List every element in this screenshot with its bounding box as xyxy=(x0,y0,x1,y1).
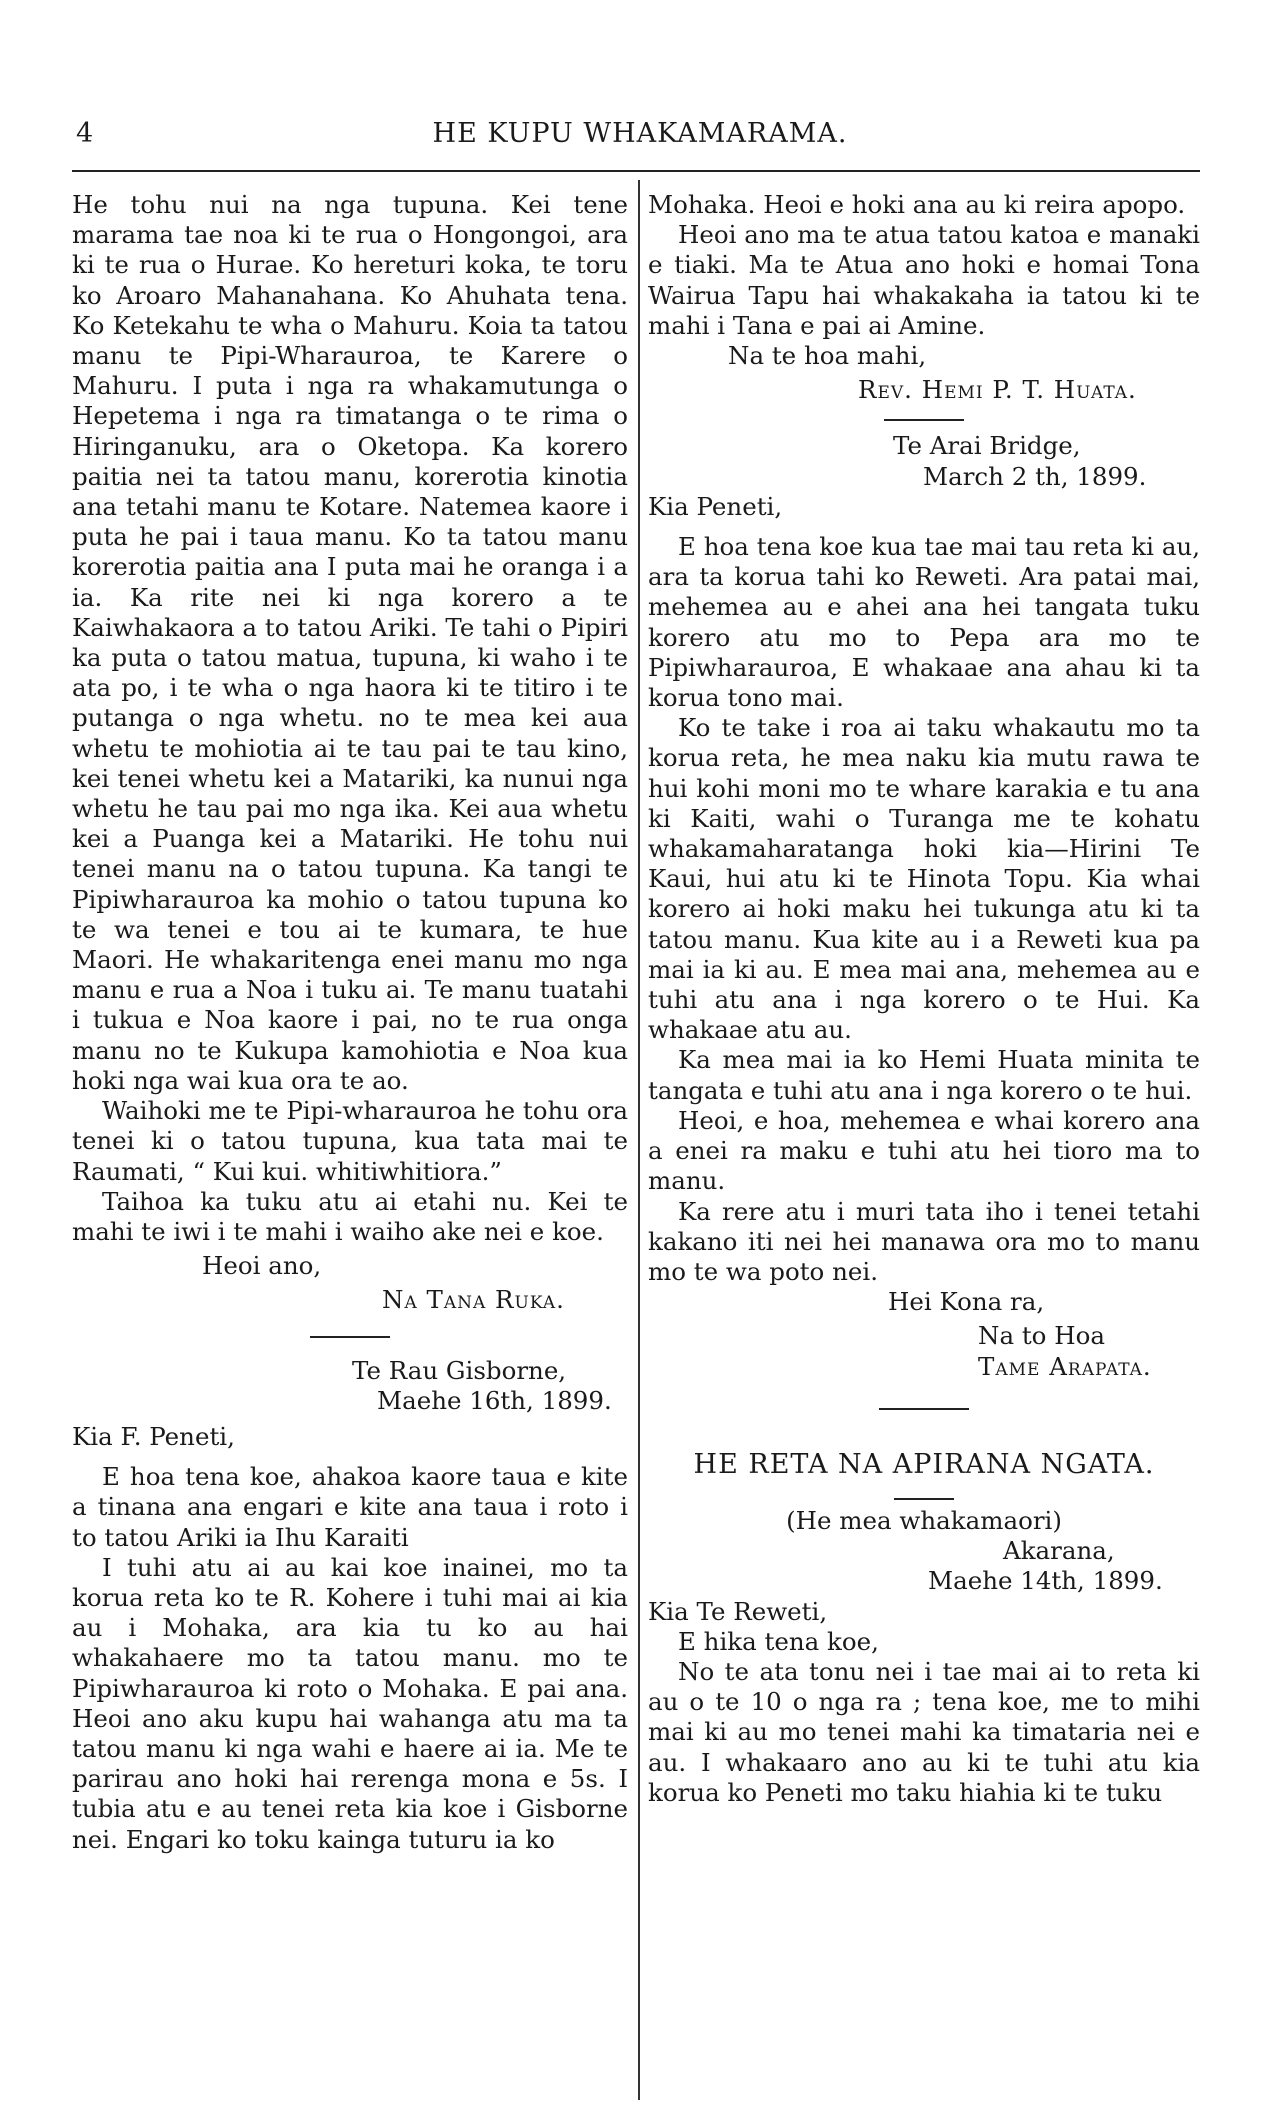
paragraph: Heoi, e hoa, mehemea e whai korero ana a enei ra maku e tuhi atu hei tioro ma to manu. xyxy=(648,1105,1200,1196)
heading-rule xyxy=(894,1498,954,1500)
paragraph: E hoa tena koe, ahakoa kaore taua e kite a tinana ana engari e kite ana taua i roto i to tatou Ariki ia Ihu Karaiti xyxy=(72,1462,628,1552)
letter-date: Maehe 14th, 1899. xyxy=(928,1566,1163,1596)
letter-signature-line: Na to Hoa xyxy=(978,1321,1105,1351)
letter-place: Te Rau Gisborne, xyxy=(352,1355,567,1385)
paragraph: Mohaka. Heoi e hoki ana au ki reira apopo. xyxy=(648,190,1186,219)
page-header xyxy=(72,118,1208,162)
paragraph: No te ata tonu nei i tae mai ai to reta ki au o te 10 o nga ra ; tena koe, me to mihi mai ki au mo tenei mahi ka timataria nei e au. I whakaaro ano au ki te tuhi atu kia korua ko Peneti mo taku hiahia ki te tuku xyxy=(648,1656,1200,1807)
paragraph: E hoa tena koe kua tae mai tau reta ki au, ara ta korua tahi ko Reweti. Ara patai mai, mehemea au e ahei ana hei tangata tuku korero atu mo to Pepa ara mo te Pipiwharauroa, E whakaae ana ahau ki ta korua tono mai. xyxy=(648,532,1200,713)
column-divider xyxy=(638,180,640,2100)
letter-closing: Na te hoa mahi, xyxy=(728,341,927,371)
paragraph: Waihoki me te Pipi-wharauroa he tohu ora tenei ki o tatou tupuna, kua tata mai te Raumati, “ Kui kui. whitiwhitiora.” xyxy=(72,1096,628,1186)
letter-closing: Heoi ano, xyxy=(202,1251,322,1281)
paragraph: Heoi ano ma te atua tatou katoa e manaki e tiaki. Ma te Atua ano hoki e homai Tona Wairua Tapu hai whakakaha ia tatou ki te mahi i Tana e pai ai Amine. xyxy=(648,220,1200,340)
section-rule xyxy=(879,1408,969,1410)
section-rule xyxy=(310,1336,390,1338)
page-number: 4 xyxy=(76,118,94,149)
letter-greeting: E hika tena koe, xyxy=(678,1626,879,1656)
letter-signature: Tame Arapata. xyxy=(978,1351,1152,1381)
paragraph: I tuhi atu ai au kai koe inainei, mo ta korua reta ko te R. Kohere i tuhi mai ai kia au i Mohaka, ara kia tu ko au hai whakahaere mo ta tatou manu. mo te Pipiwharauroa ki roto o Mohaka. E pai ana. Heoi ano aku kupu hai wahanga atu ma ta tatou manu ki nga wahi e haere ai ia. Me te parirau ano hoki hai rerenga mona e 5s. I tubia atu e au tenei reta kia koe i Gisborne nei. Engari ko toku kainga tuturu ia ko xyxy=(72,1552,628,1854)
letter-salutation: Kia Te Reweti, xyxy=(648,1596,828,1626)
paragraph: Taihoa ka tuku atu ai etahi nu. Kei te mahi te iwi i te mahi i waiho ake nei e koe. xyxy=(72,1186,628,1246)
paragraph: Ka mea mai ia ko Hemi Huata minita te tangata e tuhi atu ana i nga korero o te hui. xyxy=(648,1045,1200,1105)
article-heading: HE RETA NA APIRANA NGATA. xyxy=(693,1448,1155,1480)
letter-salutation: Kia F. Peneti, xyxy=(72,1421,235,1451)
article-subheading: (He mea whakamaori) xyxy=(786,1505,1062,1535)
right-column xyxy=(648,190,1200,1808)
letter-closing: Hei Kona ra, xyxy=(888,1287,1045,1317)
letter-date: March 2 th, 1899. xyxy=(923,461,1147,491)
paragraph: Ka rere atu i muri tata iho i tenei tetahi kakano iti nei hei manawa ora mo to manu mo te wa poto nei. xyxy=(648,1196,1200,1286)
paragraph: Ko te take i roa ai taku whakautu mo ta korua reta, he mea naku kia mutu rawa te hui kohi moni mo te whare karakia e tu ana ki Kaiti, wahi o Turanga me te kohatu whakamaharatanga hoki kia—Hirini Te Kaui, hui atu ki te Hinota Topu. Kia whai korero ai hoki maku hei tukunga atu ki ta tatou manu. Kua kite au i a Reweti kua pa mai ia ki au. E mea mai ana, mehemea au e tuhi atu ana i nga korero o te Hui. Ka whakaae atu au. xyxy=(648,713,1200,1045)
letter-place: Akarana, xyxy=(1003,1536,1115,1566)
letter-salutation: Kia Peneti, xyxy=(648,491,783,521)
section-rule xyxy=(884,419,964,421)
letter-date: Maehe 16th, 1899. xyxy=(377,1385,612,1415)
header-rule xyxy=(72,170,1200,172)
letter-place: Te Arai Bridge, xyxy=(893,431,1081,461)
letter-signature: Na Tana Ruka. xyxy=(382,1285,565,1315)
running-title: HE KUPU WHAKAMARAMA. xyxy=(432,118,848,149)
paragraph: He tohu nui na nga tupuna. Kei tene marama tae noa ki te rua o Hongongoi, ara ki te rua o Hurae. Ko hereturi koka, te toru ko Aroaro Mahanahana. Ko Ahuhata tena. Ko Ketekahu te wha o Mahuru. Koia ta tatou manu te Pipi-Wharauroa, te Karere o Mahuru. I puta i nga ra whakamutunga o Hepetema i nga ra timatanga o te rima o Hiringanuku, ara o Oketopa. Ka korero paitia nei ta tatou manu, korerotia kinotia ana tetahi manu te Kotare. Natemea kaore i puta he pai i taua manu. Ko ta tatou manu korerotia paitia ana I puta mai he oranga i a ia. Ka rite nei ki nga korero a te Kaiwhakaora a to tatou Ariki. Te tahi o Pipiri ka puta o tatou matua, tupuna, ki waho i te ata po, i te wha o nga haora ki te titiro i te putanga o nga whetu. no te mea kei aua whetu te mohiotia ai te tau pai te tau kino, kei tenei whetu kei a Matariki, ka nunui nga whetu he tau pai mo nga ika. Kei aua whetu kei a Puanga kei a Matariki. He tohu nui tenei manu na o tatou tupuna. Ka tangi te Pipiwharauroa ka mohio o tatou tupuna ko te wa tenei e tou ai te kumara, te hue Maori. He whakaritenga enei manu mo nga manu e rua a Noa i tuku ai. Te manu tuatahi i tukua e Noa kaore i pai, no te rua onga manu no te Kukupa kamohiotia e Noa kua hoki nga wai kua ora te ao. xyxy=(72,190,628,1095)
letter-signature: Rev. Hemi P. T. Huata. xyxy=(858,375,1137,405)
left-column xyxy=(72,190,628,1855)
